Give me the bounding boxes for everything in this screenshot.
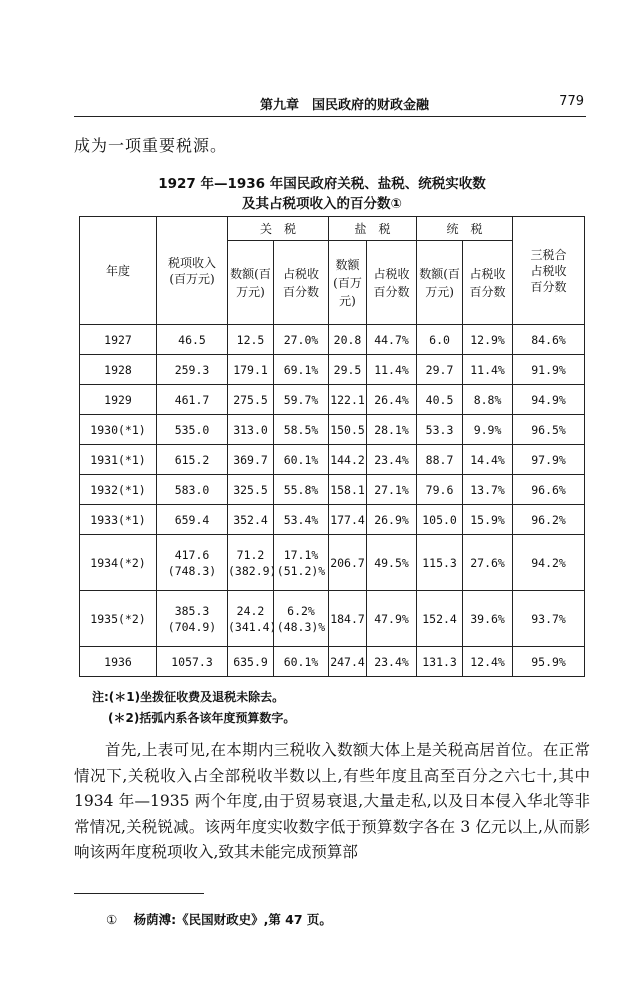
opening-line: 成为一项重要税源。 <box>74 136 228 155</box>
header-customs: 关 税 <box>228 217 329 241</box>
header-year: 年度 <box>80 217 157 325</box>
table-title-line1: 1927 年—1936 年国民政府关税、盐税、统税实收数 <box>158 176 486 192</box>
header-salt-share: 占税收百分数 <box>367 241 417 325</box>
header-salt: 盐 税 <box>329 217 417 241</box>
table-row-1934: 1934(*2) 417.6 (748.3) 71.2 (382.9) 17.1% (51.2)% 206.7 49.5% 115.3 27.6% 94.2% <box>80 535 585 591</box>
page-number: 779 <box>559 94 584 109</box>
header-consolidated: 统 税 <box>417 217 513 241</box>
table-row: 1929 461.7 275.5 59.7% 122.1 26.4% 40.5 8.8% 94.9% <box>80 385 585 415</box>
header-consolidated-amount: 数额(百万元) <box>417 241 463 325</box>
table-row: 1927 46.5 12.5 27.0% 20.8 44.7% 6.0 12.9% 84.6% <box>80 325 585 355</box>
running-header <box>72 92 588 114</box>
footnote-rule <box>74 893 204 894</box>
chapter-title: 第九章 国民政府的财政金融 <box>260 98 430 113</box>
header-tax-income: 税项收入(百万元) <box>157 217 228 325</box>
header-three-share: 三税合占税收百分数 <box>513 217 585 325</box>
table-note-2: (＊2)括弧内系各该年度预算数字。 <box>108 711 296 725</box>
header-customs-amount: 数额(百万元) <box>228 241 274 325</box>
footnote-text: 杨荫溥:《民国财政史》,第 47 页。 <box>133 912 332 927</box>
table-row: 1933(*1) 659.4 352.4 53.4% 177.4 26.9% 105.0 15.9% 96.2% <box>80 505 585 535</box>
header-salt-amount: 数额(百万元) <box>329 241 367 325</box>
header-consolidated-share: 占税收百分数 <box>463 241 513 325</box>
table-row: 1928 259.3 179.1 69.1% 29.5 11.4% 29.7 11.4% 91.9% <box>80 355 585 385</box>
header-customs-share: 占税收百分数 <box>274 241 329 325</box>
table-row: 1932(*1) 583.0 325.5 55.8% 158.1 27.1% 79.6 13.7% 96.6% <box>80 475 585 505</box>
table-note-1: 注:(＊1)坐拨征收费及退税未除去。 <box>92 690 285 704</box>
footnote <box>106 910 332 928</box>
table-row: 1931(*1) 615.2 369.7 60.1% 144.2 23.4% 88.7 14.4% 97.9% <box>80 445 585 475</box>
body-paragraph: 首先,上表可见,在本期内三税收入数额大体上是关税高居首位。在正常情况下,关税收入占全部税收半数以上,有些年度且高至百分之六七十,其中 1934 年—1935 两个年度,由于贸易衰退,大量走私,以及日本侵入华北等非常情况,关税锐减。该两年度实收数字低于预算数字各在 3 亿元以上,从而影响该两年度税项收入,致其未能完成预算部 <box>74 741 590 861</box>
table-title-line2: 及其占税项收入的百分数① <box>242 196 402 212</box>
table-row-1935: 1935(*2) 385.3 (704.9) 24.2 (341.4) 6.2% (48.3)% 184.7 47.9% 152.4 39.6% 93.7% <box>80 591 585 647</box>
table-row-1936: 1936 1057.3 635.9 60.1% 247.4 23.4% 131.3 12.4% 95.9% <box>80 647 585 677</box>
footnote-marker: ① <box>106 912 118 927</box>
table-row: 1930(*1) 535.0 313.0 58.5% 150.5 28.1% 53.3 9.9% 96.5% <box>80 415 585 445</box>
header-rule <box>74 116 586 117</box>
tax-revenue-table <box>79 216 585 677</box>
